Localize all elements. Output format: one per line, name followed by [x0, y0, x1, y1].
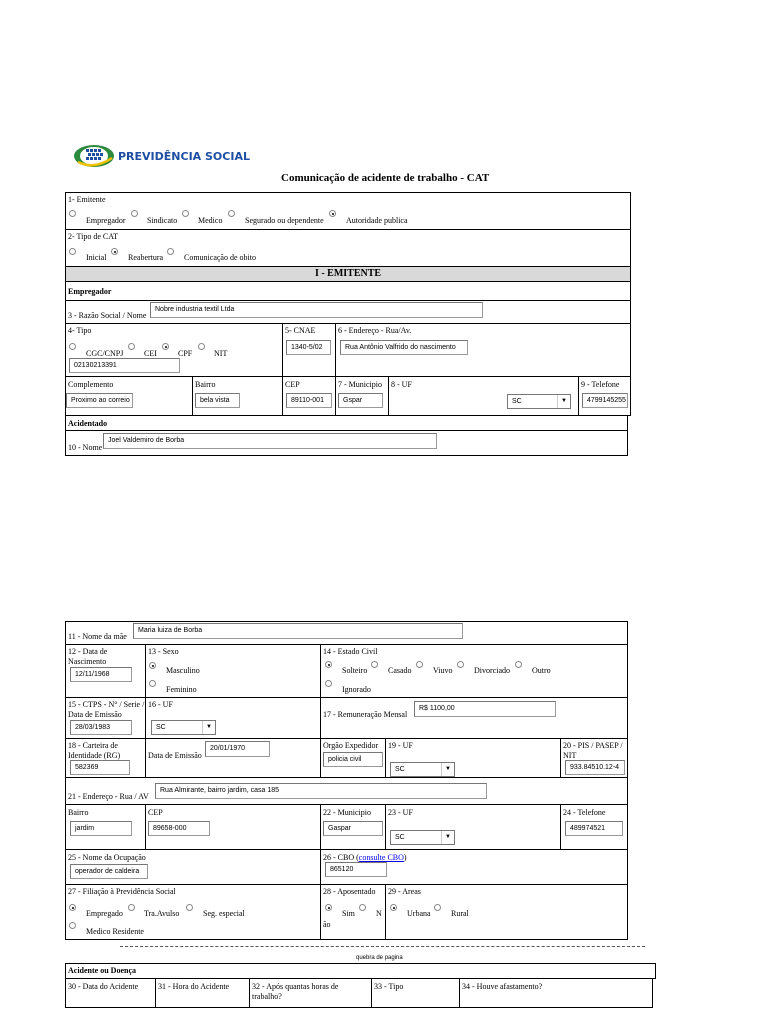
sexo-label: 13 - Sexo	[148, 647, 179, 656]
bairro2-label: Bairro	[68, 808, 89, 817]
municipio-label: 7 - Municipio	[338, 380, 382, 389]
divider	[320, 644, 321, 698]
ocup-label: 25 - Nome da Ocupação	[68, 853, 146, 862]
radio-obito[interactable]	[167, 248, 174, 255]
complemento-input[interactable]: Proximo ao correio	[66, 393, 133, 408]
radio-cei-label: CEI	[144, 349, 157, 358]
divider	[335, 376, 336, 416]
radio-medico[interactable]	[182, 210, 189, 217]
bairro-label: Bairro	[195, 380, 216, 389]
radio-residente[interactable]	[69, 922, 76, 929]
uf23-label: 23 - UF	[388, 808, 413, 817]
form-title: Comunicação de acidente de trabalho - CAT	[281, 172, 490, 184]
chevron-down-icon: ▼	[441, 831, 454, 844]
aposentado-label: 28 - Aposentado	[323, 887, 376, 896]
radio-empregador[interactable]	[69, 210, 76, 217]
radio-ignorado[interactable]	[325, 680, 332, 687]
radio-cgc-label: CGC/CNPJ	[86, 349, 124, 358]
tipo-input[interactable]: 02130213391	[69, 358, 180, 373]
pis-input[interactable]: 933.84510.12-4	[565, 760, 625, 775]
empregador-label: Empregador	[68, 287, 112, 296]
radio-especial[interactable]	[186, 904, 193, 911]
tipo-label: 4- Tipo	[68, 326, 92, 335]
cnae-label: 5- CNAE	[285, 326, 316, 335]
radio-masculino[interactable]	[149, 662, 156, 669]
end-label: 21 - Endereço - Rua / AV	[68, 792, 149, 801]
bairro-input[interactable]: bela vista	[195, 393, 240, 408]
divider	[320, 884, 321, 940]
radio-cei[interactable]	[128, 343, 135, 350]
radio-cpf-label: CPF	[178, 349, 193, 358]
radio-inicial-label: Inicial	[86, 253, 107, 262]
cnae-input[interactable]: 1340-5/02	[286, 340, 331, 355]
radio-divorciado[interactable]	[457, 661, 464, 668]
uf19-select-value: SC	[395, 766, 405, 773]
complemento-label: Complemento	[68, 380, 114, 389]
orgao-input[interactable]: policia civil	[323, 752, 383, 767]
radio-reabertura-label: Reabertura	[128, 253, 164, 262]
page-break-line	[120, 946, 645, 947]
radio-residente-label: Medico Residente	[86, 927, 144, 936]
remun-input[interactable]: R$ 1100,00	[414, 701, 556, 717]
page-break-label: quebra de pagina	[356, 955, 403, 961]
rg-label: 18 - Carteira de Identidade (RG)	[68, 741, 121, 760]
radio-obito-label: Comunicação de obito	[184, 253, 256, 262]
radio-nao-label: N	[376, 909, 382, 918]
bairro2-input[interactable]: jardim	[70, 821, 132, 836]
rg-input[interactable]: 582369	[70, 760, 130, 775]
divider	[320, 697, 321, 739]
radio-outro-label: Outro	[532, 666, 551, 675]
uf19-select[interactable]	[390, 762, 455, 777]
radio-rural-label: Rural	[451, 909, 469, 918]
radio-avulso-label: Tra.Avulso	[144, 909, 180, 918]
cep-label: CEP	[285, 380, 300, 389]
chevron-down-icon: ▼	[441, 763, 454, 776]
empregador-row	[65, 281, 631, 301]
nasc-label: 12 - Data de Nascimento	[68, 647, 108, 666]
acidente-title: Acidente ou Doença	[68, 966, 136, 975]
mae-label: 11 - Nome da mãe	[68, 632, 127, 641]
col33-label: 33 - Tipo	[374, 982, 404, 991]
ctps-label: 15 - CTPS - N° / Serie / Data de Emissão	[68, 700, 145, 719]
radio-viuvo[interactable]	[416, 661, 423, 668]
divider	[385, 738, 386, 778]
radio-ignorado-label: Ignorado	[342, 685, 371, 694]
consulte-cbo-link[interactable]: consulte CBO	[358, 853, 404, 862]
radio-feminino-label: Feminino	[166, 685, 197, 694]
divider	[320, 738, 321, 778]
remun-label: 17 - Remuneração Mensal	[323, 710, 408, 719]
radio-cpf[interactable]	[162, 343, 169, 350]
radio-cgc[interactable]	[69, 343, 76, 350]
radio-inicial[interactable]	[69, 248, 76, 255]
col31-label: 31 - Hora do Acidente	[158, 982, 230, 991]
acidente-header	[65, 963, 656, 979]
uf19-label: 19 - UF	[388, 741, 413, 750]
divider	[560, 738, 561, 778]
radio-autoridade[interactable]	[329, 210, 336, 217]
radio-viuvo-label: Viuvo	[433, 666, 453, 675]
civil-label: 14 - Estado Civil	[323, 647, 378, 656]
tipo-cat-label: 2- Tipo de CAT	[68, 232, 119, 241]
divider	[320, 849, 321, 885]
cep2-label: CEP	[148, 808, 163, 817]
end-input[interactable]: Rua Almirante, bairro jardim, casa 185	[155, 783, 487, 799]
divider	[145, 804, 146, 850]
tel2-label: 24 - Telefone	[563, 808, 606, 817]
radio-nit[interactable]	[198, 343, 205, 350]
razao-label: 3 - Razão Social / Nome	[68, 311, 147, 320]
divider	[578, 376, 579, 416]
mun2-label: 22 - Municipio	[323, 808, 371, 817]
radio-segurado-label: Segurado ou dependente	[245, 216, 324, 225]
radio-outro[interactable]	[515, 661, 522, 668]
municipio-input[interactable]: Gspar	[338, 393, 383, 408]
radio-nao[interactable]	[359, 904, 366, 911]
radio-urbana-label: Urbana	[407, 909, 431, 918]
uf23-select[interactable]	[390, 830, 455, 845]
uf23-select-value: SC	[395, 834, 405, 841]
radio-solteiro-label: Solteiro	[342, 666, 368, 675]
radio-rural[interactable]	[434, 904, 441, 911]
radio-divorciado-label: Divorciado	[474, 666, 510, 675]
acidentado-label: Acidentado	[68, 419, 108, 428]
uf16-label: 16 - UF	[148, 700, 173, 709]
radio-sim[interactable]	[325, 904, 332, 911]
tel2-input[interactable]: 489974521	[565, 821, 623, 836]
radio-nit-label: NIT	[214, 349, 228, 358]
radio-sim-label: Sim	[342, 909, 355, 918]
col32-label: 32 - Após quantas horas de trabalho?	[252, 982, 339, 1001]
radio-reabertura[interactable]	[111, 248, 118, 255]
cep2-input[interactable]: 89658-000	[148, 821, 210, 836]
divider	[282, 376, 283, 416]
telefone-label: 9 - Telefone	[581, 380, 620, 389]
divider	[388, 376, 389, 416]
divider	[145, 644, 146, 698]
logo-emblem-icon	[72, 142, 116, 170]
divider	[282, 323, 283, 377]
mun2-input[interactable]: Gaspar	[323, 821, 383, 836]
divider	[249, 978, 250, 1008]
areas-label: 29 - Areas	[388, 887, 421, 896]
ocup-input[interactable]: operador de caldeira	[70, 864, 148, 879]
uf-label: 8 - UF	[391, 380, 412, 389]
divider	[320, 804, 321, 850]
radio-casado-label: Casado	[388, 666, 412, 675]
emitente-label: 1- Emitente	[68, 195, 106, 204]
telefone-input[interactable]: 4799145255	[582, 393, 628, 408]
emissao-label: Data de Emissão	[148, 751, 202, 760]
radio-avulso[interactable]	[128, 904, 135, 911]
radio-sindicato-label: Sindicato	[147, 216, 178, 225]
ctps-input[interactable]: 28/03/1983	[70, 720, 132, 735]
acidentado-row	[65, 415, 628, 431]
divider	[385, 884, 386, 940]
cbo-input[interactable]: 865120	[325, 862, 387, 877]
chevron-down-icon: ▼	[557, 395, 570, 408]
divider	[192, 376, 193, 416]
divider	[385, 804, 386, 850]
filiacao-label: 27 - Filiação à Previdência Social	[68, 887, 176, 896]
chevron-down-icon: ▼	[202, 721, 215, 734]
radio-solteiro[interactable]	[325, 661, 332, 668]
orgao-label: Orgão Expedidor	[323, 741, 379, 750]
cbo-label: 26 - CBO (	[323, 853, 359, 862]
divider	[335, 323, 336, 377]
razao-input[interactable]: Nobre industria textil Ltda	[150, 302, 483, 318]
radio-empregador-label: Empregador	[86, 216, 126, 225]
divider	[560, 804, 561, 850]
endereco-label: 6 - Endereço - Rua/Av.	[338, 326, 412, 335]
divider	[371, 978, 372, 1008]
divider	[155, 978, 156, 1008]
nome-label: 10 - Nome	[68, 443, 103, 452]
radio-empregado[interactable]	[69, 904, 76, 911]
uf16-select[interactable]	[151, 720, 216, 735]
endereco-input[interactable]: Rua Antônio Valfrido do nascimento	[340, 340, 468, 355]
radio-segurado[interactable]	[228, 210, 235, 217]
nasc-input[interactable]: 12/11/1968	[70, 667, 132, 682]
radio-masculino-label: Masculino	[166, 666, 200, 675]
emissao-input[interactable]: 20/01/1970	[205, 741, 270, 757]
radio-casado[interactable]	[371, 661, 378, 668]
radio-autoridade-label: Autoridade publica	[346, 216, 408, 225]
col30-label: 30 - Data do Acidente	[68, 982, 139, 991]
uf-select[interactable]	[507, 394, 571, 409]
nome-input[interactable]: Joel Valdemiro de Borba	[103, 433, 437, 449]
radio-sindicato[interactable]	[131, 210, 138, 217]
radio-nao-label-cont: ão	[323, 920, 331, 929]
pis-label: 20 - PIS / PASEP / NIT	[563, 741, 623, 760]
radio-feminino[interactable]	[149, 680, 156, 687]
radio-urbana[interactable]	[390, 904, 397, 911]
divider	[459, 978, 460, 1008]
section-emitente-header: I - EMITENTE	[65, 266, 631, 282]
radio-especial-label: Seg. especial	[203, 909, 245, 918]
col34-label: 34 - Houve afastamento?	[462, 982, 543, 991]
radio-medico-label: Medico	[198, 216, 223, 225]
previdencia-logo	[72, 142, 262, 172]
cep-input[interactable]: 89110-001	[286, 393, 332, 408]
cbo-label-close: )	[403, 853, 407, 862]
mae-input[interactable]: Maria luiza de Borba	[133, 623, 463, 639]
logo-text: PREVIDÊNCIA SOCIAL	[118, 150, 250, 163]
uf16-select-value: SC	[156, 724, 166, 731]
uf-select-value: SC	[512, 398, 522, 405]
radio-empregado-label: Empregado	[86, 909, 123, 918]
